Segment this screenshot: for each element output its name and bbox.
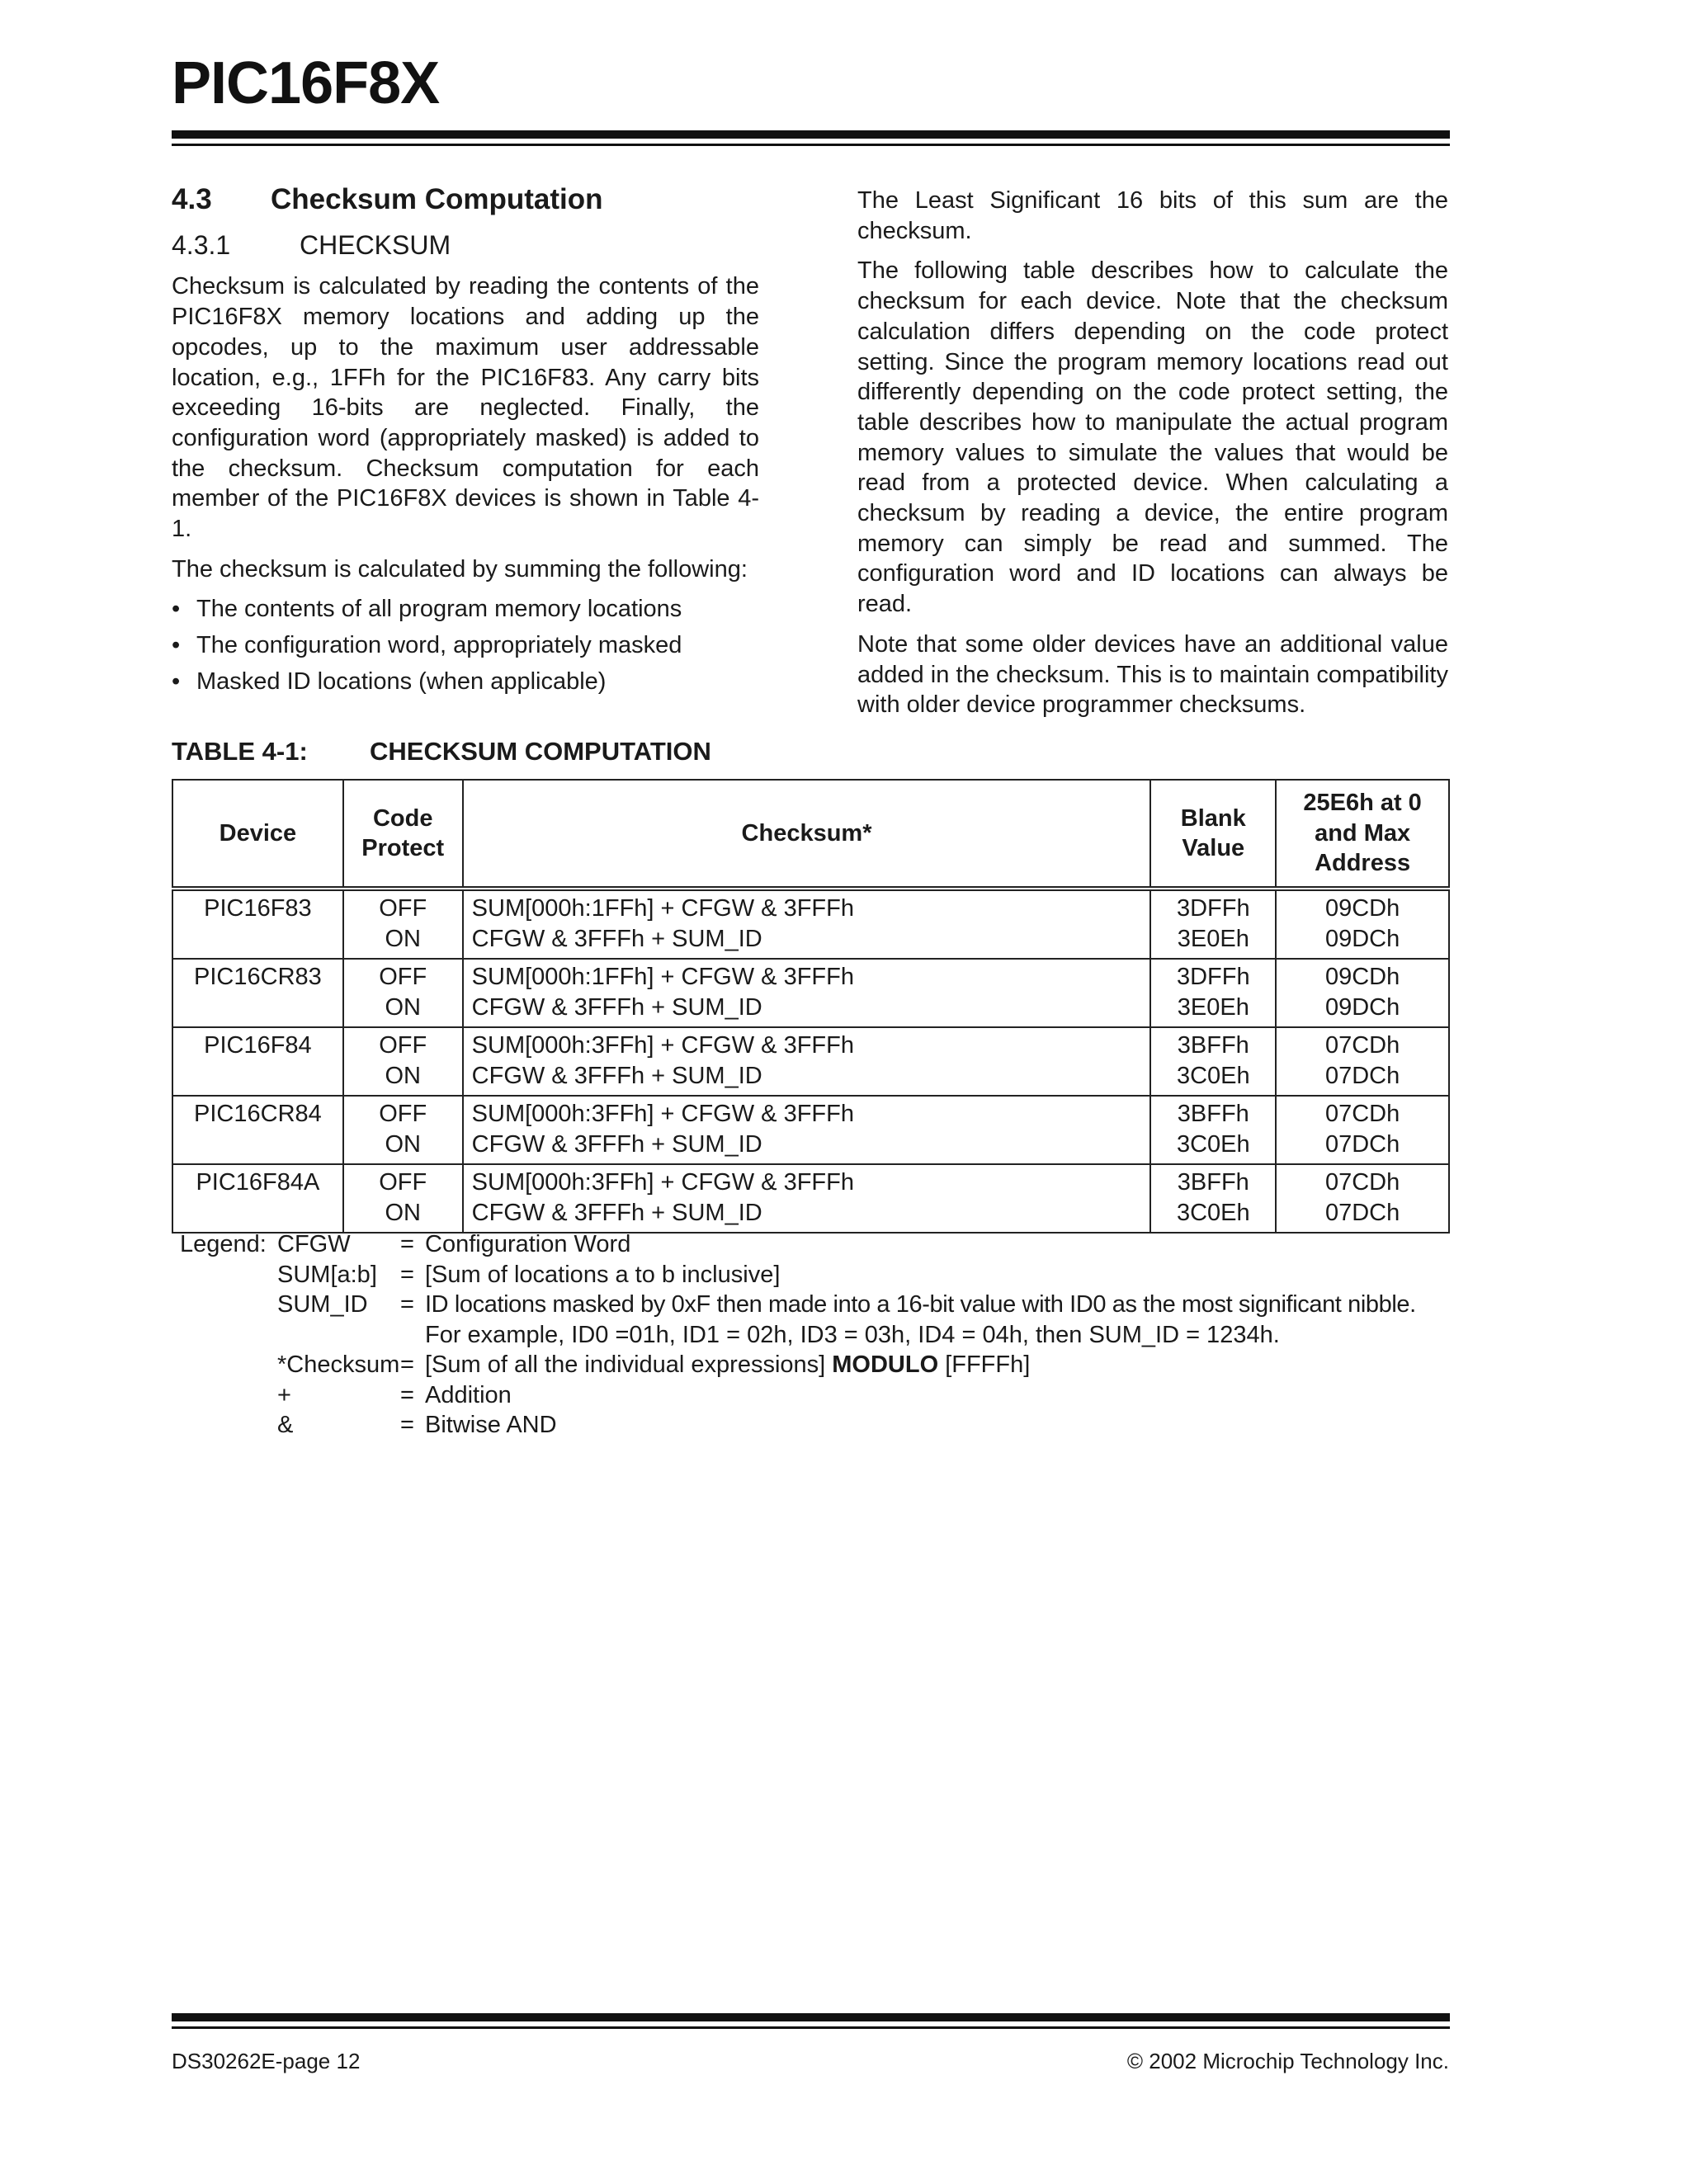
- legend-label: Legend:: [180, 1231, 267, 1257]
- right-paragraph-2: The following table describes how to calculate the checksum for each device. Note that the checksum calculation differs depending on the code protect setting. Since the program memory locations read out differently depending on the code protect setting, the table describes how to manipulate the actual program memory values to simulate the values that would be read from a protected device. When calculating a checksum by reading a device, the entire program memory can simply be read and summed. The configuration word and ID locations can always be read.: [857, 257, 1448, 618]
- cell-checksum: SUM[000h:1FFh] + CFGW & 3FFFh CFGW & 3FFFh + SUM_ID: [463, 889, 1151, 959]
- legend-equals: =: [400, 1231, 414, 1257]
- table-number: TABLE 4-1:: [172, 737, 308, 766]
- cell-code-protect: OFF ON: [343, 959, 463, 1027]
- header-rule-thin: [172, 144, 1450, 146]
- legend-definition: Configuration Word: [425, 1231, 631, 1257]
- legend-term: CFGW: [277, 1231, 351, 1257]
- table-row: [172, 959, 1449, 1027]
- right-paragraph-3: Note that some older devices have an additional value added in the checksum. This is to maintain compatibility with older device programmer checksums.: [857, 630, 1448, 719]
- table-row: [172, 1096, 1449, 1164]
- table-row: [172, 889, 1449, 959]
- cell-checksum: SUM[000h:3FFh] + CFGW & 3FFFh CFGW & 3FFFh + SUM_ID: [463, 1164, 1151, 1233]
- subsection-number: 4.3.1: [172, 229, 231, 260]
- footer-page-number: DS30262E-page 12: [172, 2049, 361, 2073]
- legend-equals: =: [400, 1291, 414, 1318]
- col-header-device: Device: [172, 780, 343, 889]
- cell-code-protect: OFF ON: [343, 1027, 463, 1096]
- col-header-blank-value: Blank Value: [1150, 780, 1276, 889]
- legend-definition: [Sum of all the individual expressions] MODULO [FFFFh]: [425, 1351, 1031, 1378]
- checksum-table: [172, 779, 1450, 1234]
- section-number: 4.3: [172, 183, 212, 215]
- cell-blank-value: 3DFFh 3E0Eh: [1150, 889, 1276, 959]
- cell-blank-value: 3BFFh 3C0Eh: [1150, 1164, 1276, 1233]
- cell-code-protect: OFF ON: [343, 889, 463, 959]
- cell-checksum: SUM[000h:3FFh] + CFGW & 3FFFh CFGW & 3FFFh + SUM_ID: [463, 1027, 1151, 1096]
- subsection-title: CHECKSUM: [300, 229, 451, 260]
- left-column: [172, 185, 759, 703]
- legend-term: *Checksum: [277, 1351, 400, 1378]
- cell-max-address: 07CDh 07DCh: [1276, 1164, 1449, 1233]
- footer-rule-thick: [172, 2013, 1450, 2021]
- col-header-code-protect: Code Protect: [343, 780, 463, 889]
- legend-equals: =: [400, 1351, 414, 1378]
- subsection-heading: [172, 230, 759, 261]
- cell-device: PIC16CR83: [172, 959, 343, 1027]
- col-header-max-address: 25E6h at 0 and Max Address: [1276, 780, 1449, 889]
- cell-device: PIC16F83: [172, 889, 343, 959]
- footer-rule-thin: [172, 2026, 1450, 2029]
- cell-device: PIC16F84A: [172, 1164, 343, 1233]
- list-item: • The contents of all program memory locations: [172, 594, 759, 625]
- summation-bullet-list: [172, 594, 759, 696]
- legend-definition: Addition: [425, 1381, 512, 1408]
- legend-equals: =: [400, 1412, 414, 1438]
- cell-max-address: 07CDh 07DCh: [1276, 1027, 1449, 1096]
- legend-definition: [Sum of locations a to b inclusive]: [425, 1261, 781, 1288]
- cell-device: PIC16F84: [172, 1027, 343, 1096]
- cell-max-address: 07CDh 07DCh: [1276, 1096, 1449, 1164]
- cell-checksum: SUM[000h:3FFh] + CFGW & 3FFFh CFGW & 3FFFh + SUM_ID: [463, 1096, 1151, 1164]
- legend-equals: =: [400, 1261, 414, 1288]
- left-paragraph-2: The checksum is calculated by summing the following:: [172, 555, 748, 583]
- legend-equals: =: [400, 1381, 414, 1408]
- right-paragraph-1: The Least Significant 16 bits of this sum are the checksum.: [857, 187, 1448, 244]
- cell-checksum: SUM[000h:1FFh] + CFGW & 3FFFh CFGW & 3FFFh + SUM_ID: [463, 959, 1151, 1027]
- cell-code-protect: OFF ON: [343, 1164, 463, 1233]
- cell-device: PIC16CR84: [172, 1096, 343, 1164]
- legend-definition: ID locations masked by 0xF then made into a 16-bit value with ID0 as the most significant nibble.: [425, 1291, 1416, 1318]
- cell-blank-value: 3BFFh 3C0Eh: [1150, 1027, 1276, 1096]
- legend-definition: Bitwise AND: [425, 1412, 557, 1438]
- section-heading: [172, 185, 759, 215]
- modulo-keyword: MODULO: [832, 1351, 939, 1378]
- header-rule-thick: [172, 130, 1450, 139]
- section-title: Checksum Computation: [271, 183, 603, 215]
- table-row: [172, 1164, 1449, 1233]
- table-row: [172, 1027, 1449, 1096]
- table-header-row: [172, 780, 1449, 889]
- cell-blank-value: 3DFFh 3E0Eh: [1150, 959, 1276, 1027]
- cell-blank-value: 3BFFh 3C0Eh: [1150, 1096, 1276, 1164]
- legend-term: +: [277, 1381, 291, 1408]
- cell-max-address: 09CDh 09DCh: [1276, 889, 1449, 959]
- table-caption: [172, 737, 711, 767]
- cell-code-protect: OFF ON: [343, 1096, 463, 1164]
- right-column: [857, 186, 1448, 730]
- col-header-checksum: Checksum*: [463, 780, 1151, 889]
- table-title: CHECKSUM COMPUTATION: [370, 737, 711, 766]
- footer-copyright: © 2002 Microchip Technology Inc.: [1126, 2049, 1449, 2073]
- legend-term: SUM[a:b]: [277, 1261, 377, 1288]
- cell-max-address: 09CDh 09DCh: [1276, 959, 1449, 1027]
- legend-term: &: [277, 1412, 294, 1438]
- list-item: • The configuration word, appropriately masked: [172, 630, 759, 661]
- legend-definition: For example, ID0 =01h, ID1 = 02h, ID3 = 03h, ID4 = 04h, then SUM_ID = 1234h.: [425, 1321, 1280, 1348]
- document-title: PIC16F8X: [172, 50, 440, 116]
- list-item: • Masked ID locations (when applicable): [172, 667, 759, 697]
- left-paragraph-1: Checksum is calculated by reading the contents of the PIC16F8X memory locations and adding up the opcodes, up to the maximum user addressable location, e.g., 1FFh for the PIC16F83. Any carry bits exceeding 16-bits are neglected. Finally, the configuration word (appropriately masked) is added to the checksum. Checksum computation for each member of the PIC16F8X devices is shown in Table 4-1.: [172, 273, 759, 543]
- legend-term: SUM_ID: [277, 1291, 368, 1318]
